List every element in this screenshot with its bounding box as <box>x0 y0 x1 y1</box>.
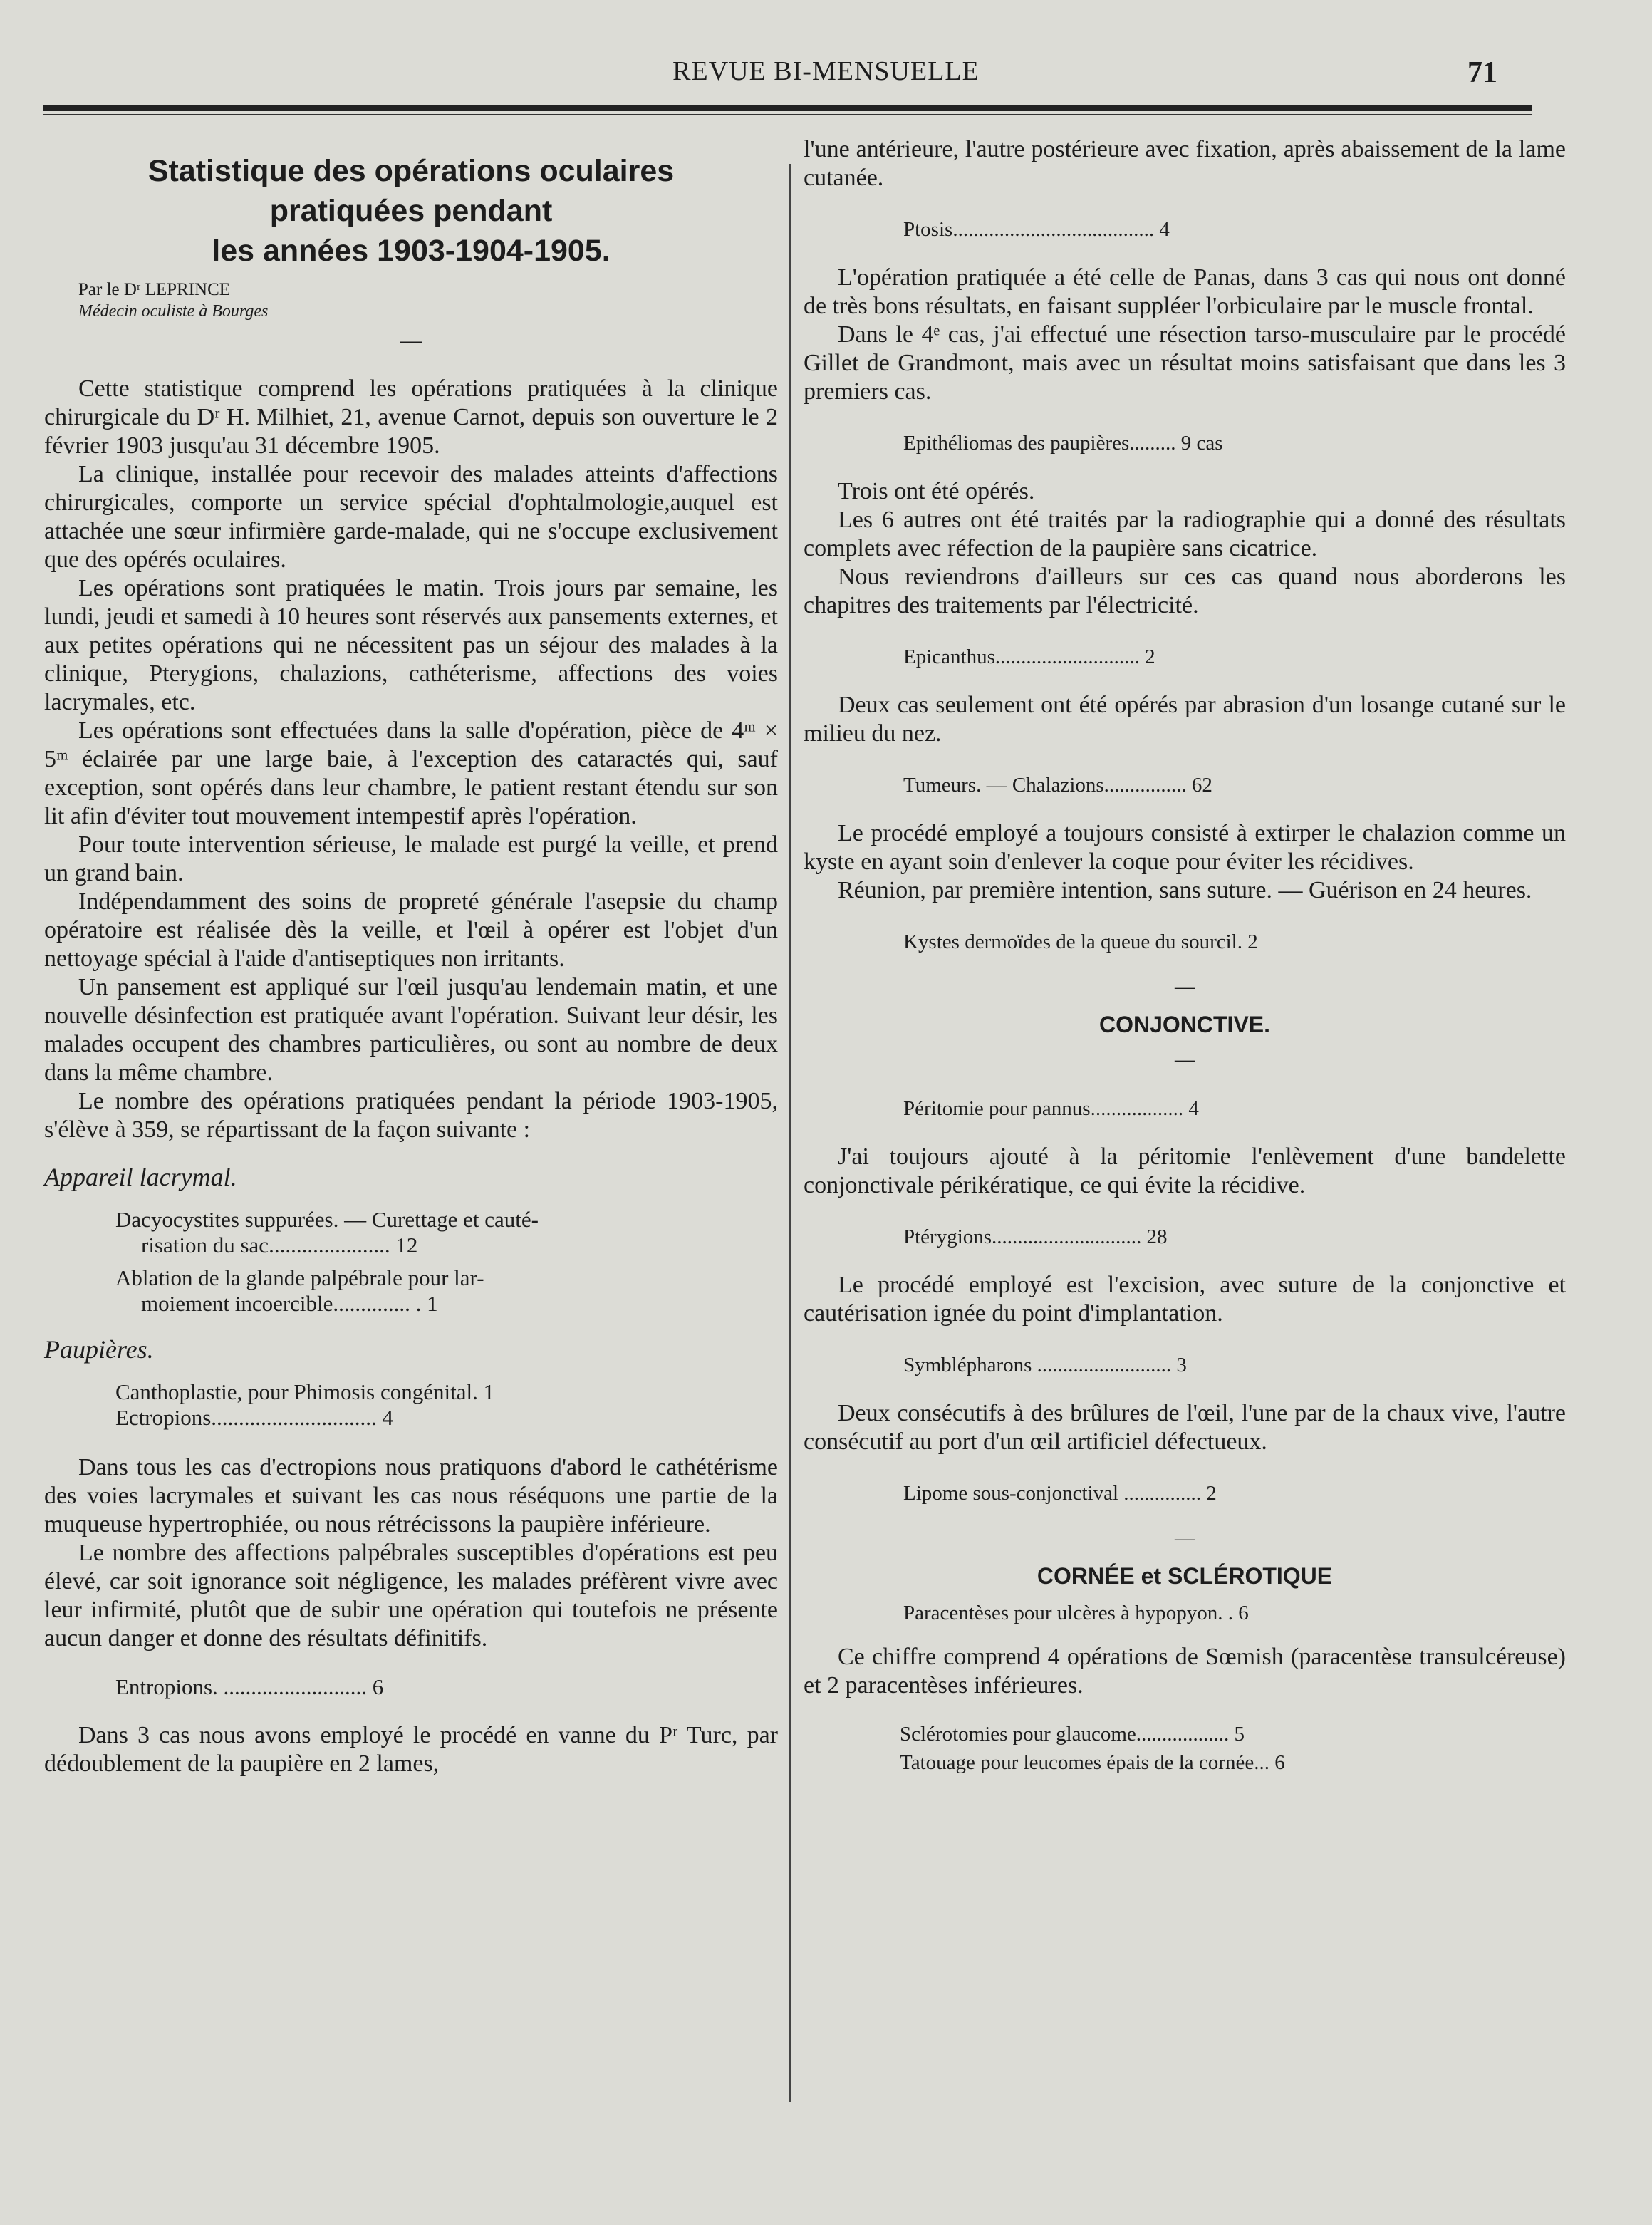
paragraph: Nous reviendrons d'ailleurs sur ces cas quand nous aborderons les chapitres des traitements par l'électricité. <box>804 564 1566 618</box>
stat-entry-peritomie: Péritomie pour pannus.................. 4 <box>903 1097 1199 1120</box>
stat-entry-symblepharons: Symblépharons .......................... 3 <box>903 1354 1187 1376</box>
paragraph: Dans 3 cas nous avons employé le procédé en vanne du Pʳ Turc, par dédoublement de la paupière en 2 lames, <box>44 1722 778 1777</box>
paragraph: J'ai toujours ajouté à la péritomie l'enlèvement d'une bandelette conjonctivale périkératique, ce qui évite la récidive. <box>804 1143 1566 1198</box>
entry-line: Dacyocystites suppurées. — Curettage et cauté- <box>115 1207 539 1232</box>
title-separator: — <box>400 328 422 352</box>
article-title <box>44 151 778 271</box>
stat-entry-lipome: Lipome sous-conjonctival ............... 2 <box>903 1482 1217 1505</box>
title-line: les années 1903-1904-1905. <box>212 234 611 268</box>
paragraph: Trois ont été opérés. <box>838 478 1035 504</box>
paragraph: Dans le 4ᵉ cas, j'ai effectué une résection tarso-musculaire par le procédé Gillet de Grandmont, mais avec un résultat moins satisfaisant que dans les 3 premiers cas. <box>804 321 1566 405</box>
left-column <box>44 135 778 1778</box>
right-column <box>804 135 1566 1778</box>
stat-entry-tatouage: Tatouage pour leucomes épais de la cornée... 6 <box>900 1751 1285 1774</box>
section-separator: — <box>1175 976 1195 998</box>
paragraph: Pour toute intervention sérieuse, le malade est purgé la veille, et prend un grand bain. <box>44 831 778 886</box>
section-heading-cornee: CORNÉE et SCLÉROTIQUE <box>1037 1563 1333 1589</box>
entry-line: Ectropions.............................. 4 <box>115 1405 394 1430</box>
page-number: 71 <box>1467 56 1497 89</box>
section-heading-lacrymal: Appareil lacrymal. <box>44 1163 237 1191</box>
title-line: Statistique des opérations oculaires <box>147 154 675 188</box>
paragraph: Le nombre des affections palpébrales susceptibles d'opérations est peu élevé, car soit ignorance soit négligence, les malades préfèrent vivre avec leur infirmité, plutôt que de subir une opération qui toutefois ne présente aucun danger et donne des résultats définitifs. <box>44 1540 778 1651</box>
paragraph: Réunion, par première intention, sans suture. — Guérison en 24 heures. <box>838 877 1532 903</box>
paragraph: Le procédé employé est l'excision, avec suture de la conjonctive et cautérisation ignée du point d'implantation. <box>804 1272 1566 1327</box>
stat-entry-paracenteses: Paracentèses pour ulcères à hypopyon. . 6 <box>903 1602 1249 1624</box>
paragraph: Les opérations sont pratiquées le matin. Trois jours par semaine, les lundi, jeudi et samedi à 10 heures sont réservés aux pansements externes, et aux petites opérations qui ne nécessitent pas un séjour des malades à la clinique, Pterygions, chalazions, cathéterisme, affections des voies lacrymales, etc. <box>44 575 778 715</box>
stat-entry-epicanthus: Epicanthus............................ 2 <box>903 645 1155 668</box>
entry-line: Ablation de la glande palpébrale pour lar- <box>115 1265 484 1290</box>
stat-entry-dacryocystites <box>44 1207 778 1258</box>
paragraph: Un pansement est appliqué sur l'œil jusqu'au lendemain matin, et une nouvelle désinfection est pratiquée avant l'opération. Suivant leur désir, les malades occupent des chambres particulières, ou sont au nombre de deux dans la même chambre. <box>44 974 778 1086</box>
paragraph: Indépendamment des soins de propreté générale l'asepsie du champ opératoire est réalisée dès la veille, et l'œil à opérer est l'objet d'un nettoyage spécial à l'aide d'antiseptiques non irritants. <box>44 888 778 972</box>
stat-entry-glande <box>44 1265 778 1317</box>
running-header <box>0 56 1652 105</box>
column-separator <box>789 164 791 2102</box>
stat-entry-canthoplastie <box>44 1379 778 1431</box>
header-rule <box>43 105 1532 111</box>
paragraph: Le nombre des opérations pratiquées pendant la période 1903-1905, s'élève à 359, se répartissant de la façon suivante : <box>44 1088 778 1143</box>
entry-line: moiement incoercible.............. . 1 <box>141 1291 438 1316</box>
author-byline: Par le Dʳ LEPRINCE <box>78 280 231 299</box>
paragraph: La clinique, installée pour recevoir des malades atteints d'affections chirurgicales, comporte un service spécial d'ophtalmologie,auquel est attachée une sœur infirmière garde-malade, qui ne s'occupe exclusivement que des opérés oculaires. <box>44 461 778 573</box>
paragraph: Dans tous les cas d'ectropions nous pratiquons d'abord le cathétérisme des voies lacrymales et suivant les cas nous réséquons une partie de la muqueuse hypertrophiée, ou nous rétrécissons la paupière inférieure. <box>44 1454 778 1537</box>
stat-entry-entropions: Entropions. .......................... 6 <box>115 1674 384 1699</box>
stat-entry-epitheliomas: Epithéliomas des paupières......... 9 cas <box>903 432 1223 455</box>
paragraph: L'opération pratiquée a été celle de Panas, dans 3 cas qui nous ont donné de très bons résultats, en faisant suppléer l'orbiculaire par le muscle frontal. <box>804 264 1566 319</box>
paragraph: Les 6 autres ont été traités par la radiographie qui a donné des résultats complets avec réfection de la paupière sans cicatrice. <box>804 507 1566 561</box>
section-heading-conjonctive: CONJONCTIVE. <box>1098 1012 1271 1037</box>
paragraph: Le procédé employé a toujours consisté à extirper le chalazion comme un kyste en ayant soin d'enlever la coque pour éviter les récidives. <box>804 820 1566 875</box>
header-rule-thin <box>43 114 1532 115</box>
entry-line: risation du sac...................... 12 <box>141 1233 418 1257</box>
section-heading-paupieres: Paupières. <box>44 1335 154 1364</box>
title-line: pratiquées pendant <box>269 194 553 228</box>
paragraph: Deux cas seulement ont été opérés par abrasion d'un losange cutané sur le milieu du nez. <box>804 692 1566 747</box>
paragraph: Deux consécutifs à des brûlures de l'œil, l'une par de la chaux vive, l'autre consécutif au port d'un œil artificiel défectueux. <box>804 1400 1566 1455</box>
paragraph: Cette statistique comprend les opérations pratiquées à la clinique chirurgicale du Dʳ H. Milhiet, 21, avenue Carnot, depuis son ouverture le 2 février 1903 jusqu'au 31 décembre 1905. <box>44 375 778 459</box>
paragraph: l'une antérieure, l'autre postérieure avec fixation, après abaissement de la lame cutanée. <box>804 136 1566 191</box>
running-title: REVUE BI-MENSUELLE <box>672 56 980 86</box>
paragraph: Les opérations sont effectuées dans la salle d'opération, pièce de 4ᵐ × 5ᵐ éclairée par une large baie, à l'exception des cataractés qui, sauf exception, sont opérés dans leur chambre, le patient restant étendu sur son lit afin d'éviter tout mouvement intempestif après l'opération. <box>44 717 778 829</box>
section-separator: — <box>1175 1049 1195 1071</box>
author-affiliation: Médecin oculiste à Bourges <box>78 302 269 321</box>
stat-entry-kystes-dermoides: Kystes dermoïdes de la queue du sourcil. 2 <box>903 930 1258 953</box>
section-separator: — <box>1175 1528 1195 1550</box>
stat-entry-sclerotomies: Sclérotomies pour glaucome.................. 5 <box>900 1723 1245 1746</box>
paragraph: Ce chiffre comprend 4 opérations de Sœmish (paracentèse transulcéreuse) et 2 paracentèses inférieures. <box>804 1644 1566 1698</box>
stat-entry-pterygions: Ptérygions............................. 28 <box>903 1225 1168 1248</box>
stat-entry-chalazions: Tumeurs. — Chalazions................ 62 <box>903 774 1212 797</box>
stat-entry-ptosis: Ptosis....................................... 4 <box>903 218 1170 241</box>
entry-line: Canthoplastie, pour Phimosis congénital. 1 <box>115 1379 495 1404</box>
